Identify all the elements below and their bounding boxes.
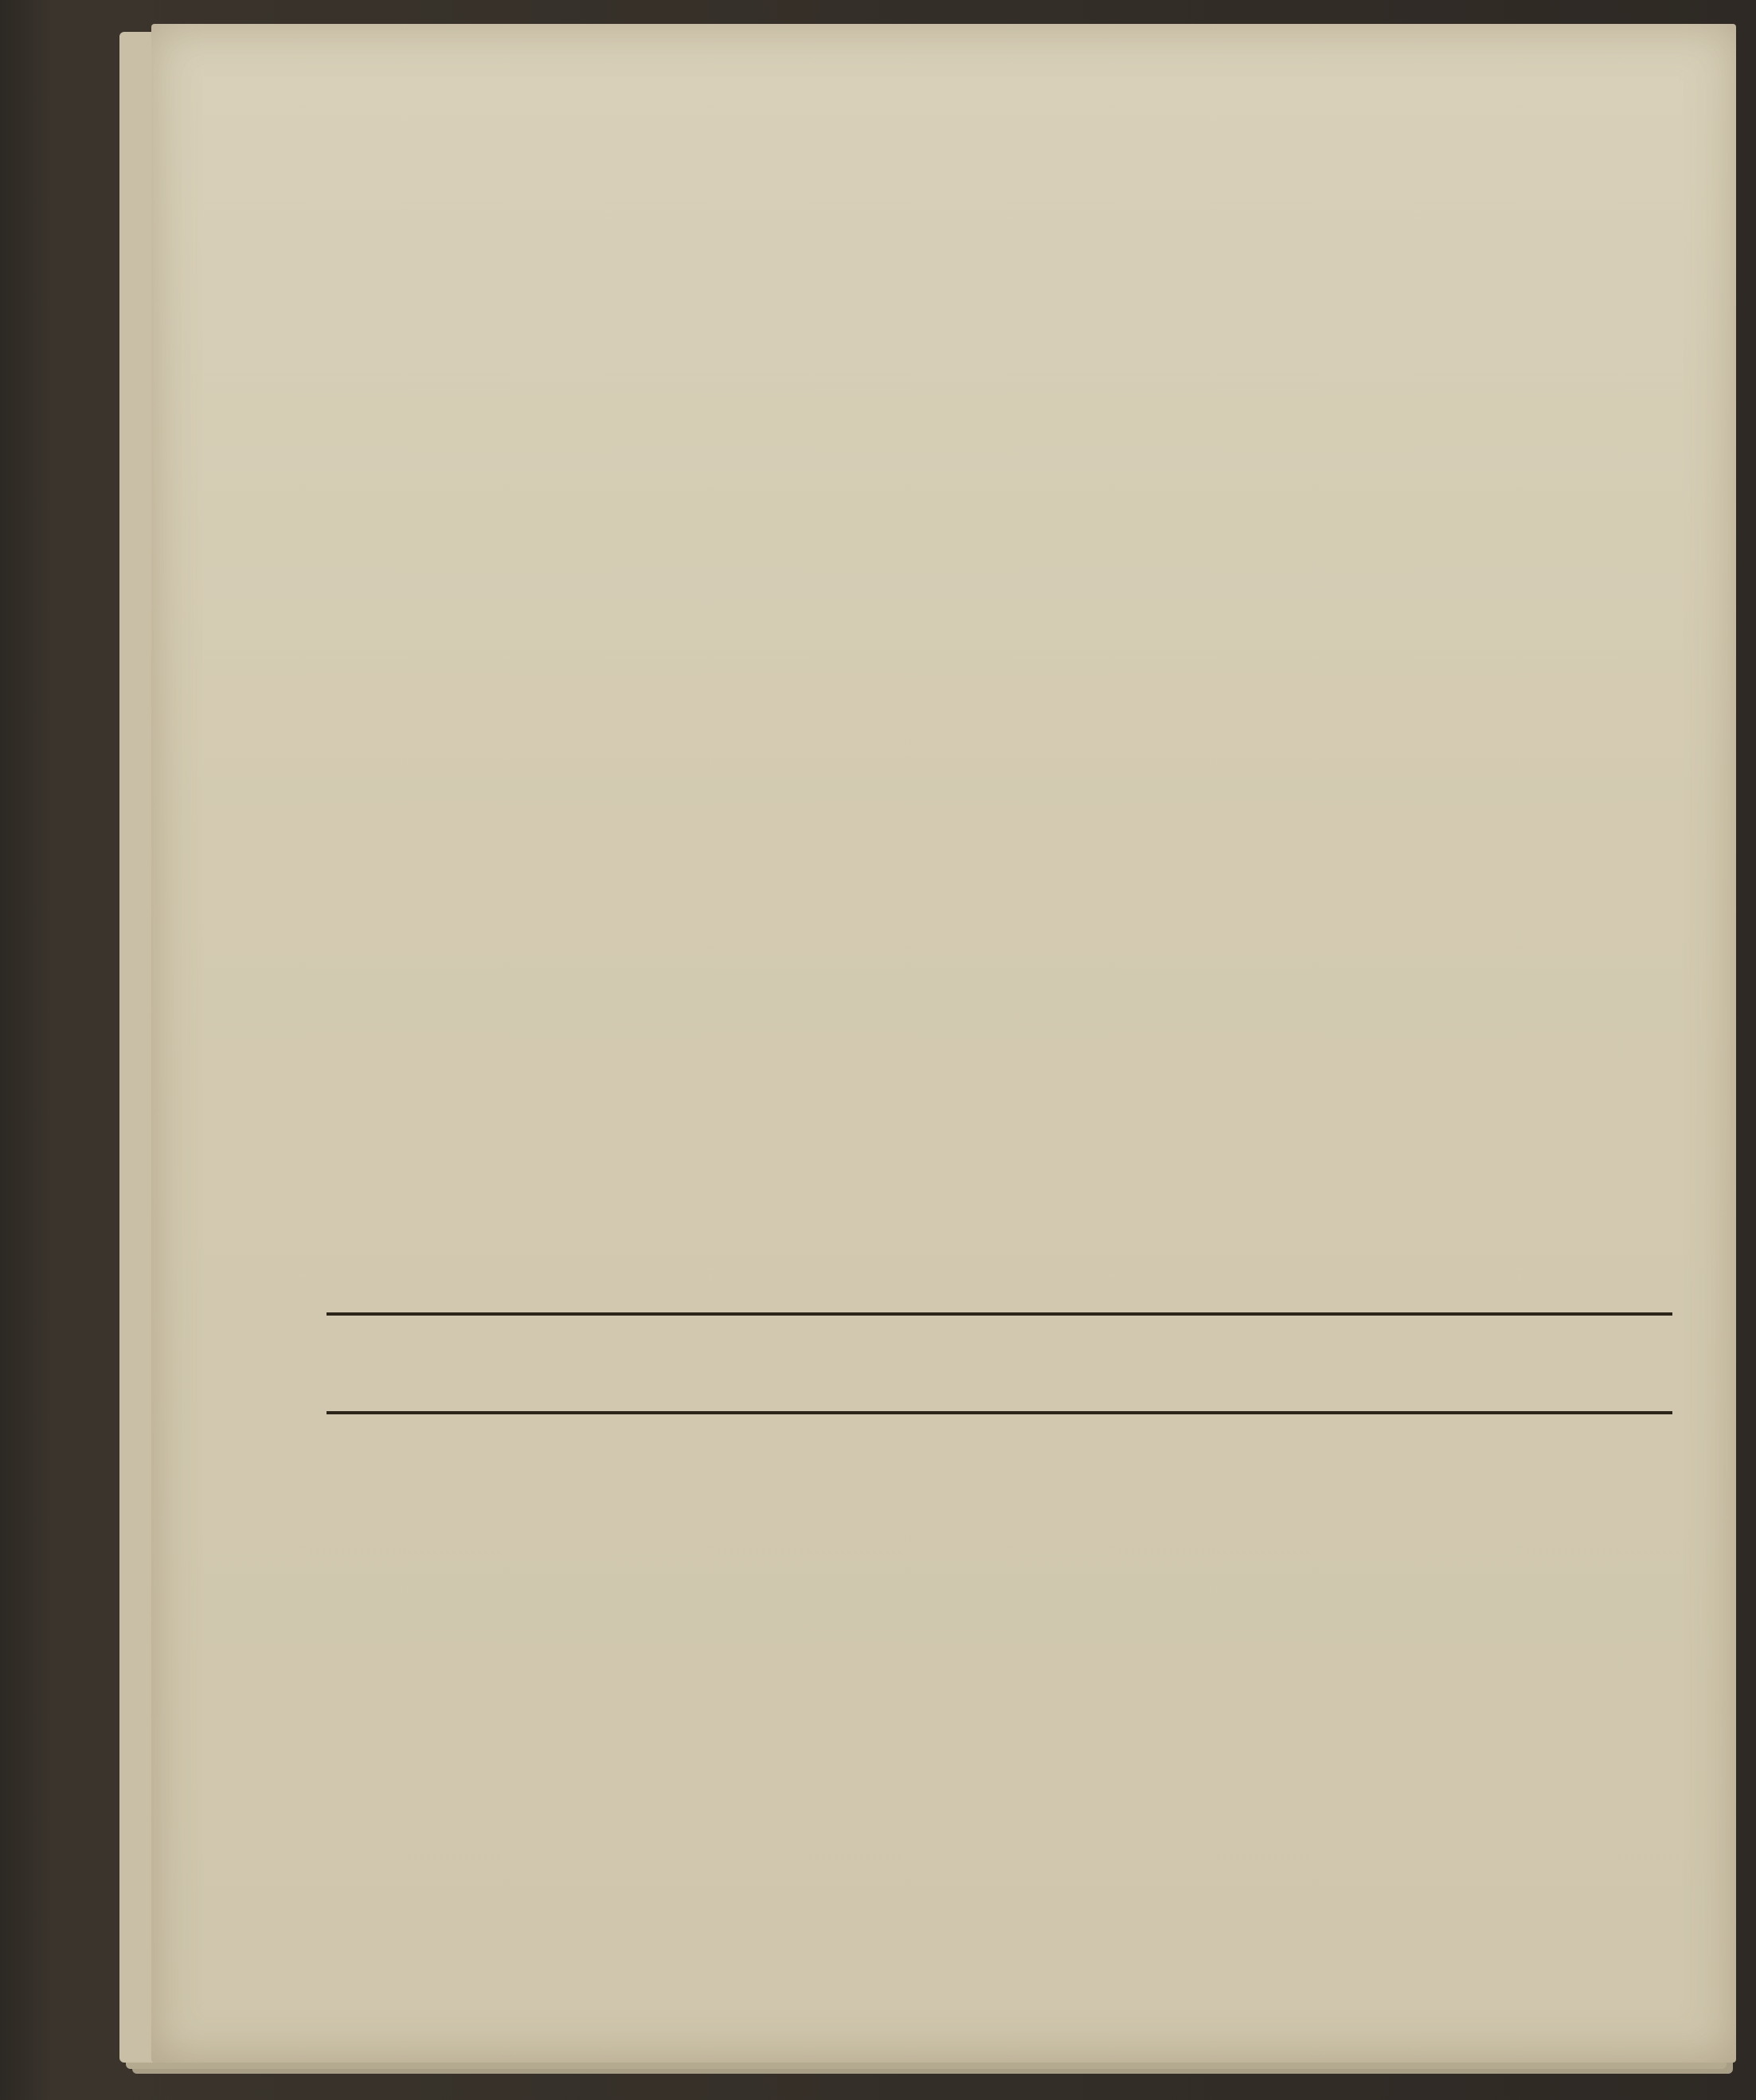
rule-top bbox=[327, 1312, 1672, 1316]
newspaper-page bbox=[151, 24, 1736, 2063]
rule-bottom bbox=[327, 1411, 1672, 1414]
